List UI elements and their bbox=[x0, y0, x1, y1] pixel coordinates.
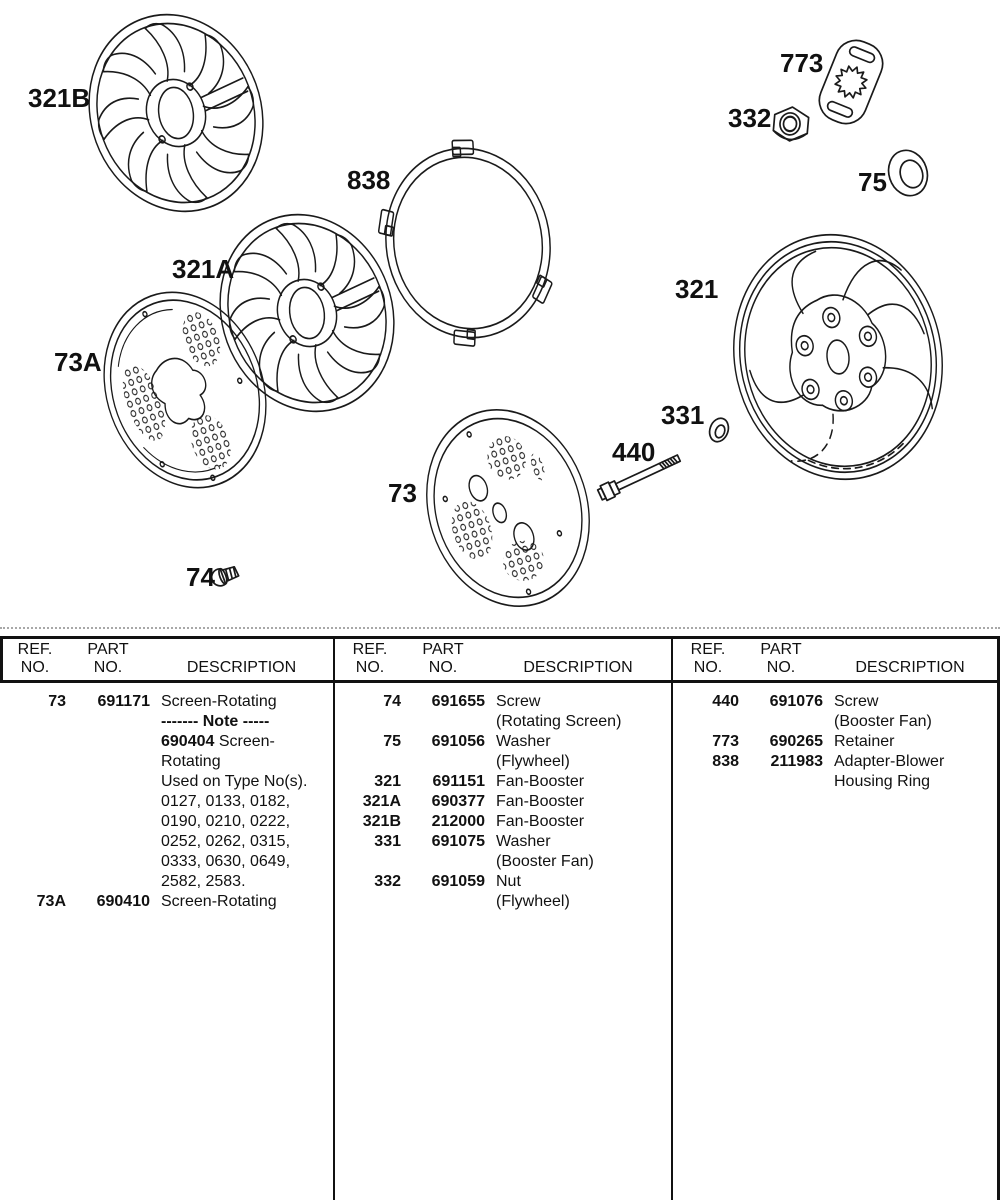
description-cell: Used on Type No(s). bbox=[161, 773, 308, 790]
table-row bbox=[339, 792, 671, 812]
ref-no-cell bbox=[4, 792, 66, 812]
description-cell: 0190, 0210, 0222, bbox=[161, 813, 291, 830]
ref-no-cell bbox=[4, 752, 66, 772]
table-rows bbox=[339, 692, 671, 912]
part-no-cell bbox=[401, 752, 485, 772]
table-left-border bbox=[0, 636, 3, 683]
ref-no-cell: 332 bbox=[374, 873, 401, 890]
ref-no-cell bbox=[677, 712, 739, 732]
description-cell: Rotating bbox=[161, 753, 221, 770]
ref-no-cell: 75 bbox=[383, 733, 401, 750]
part-no-cell bbox=[66, 772, 150, 792]
table-rows bbox=[677, 692, 997, 792]
table-row bbox=[4, 892, 333, 912]
parts-list-table bbox=[0, 636, 1000, 1200]
description-header bbox=[485, 641, 671, 659]
table-row bbox=[677, 692, 997, 712]
table-row bbox=[4, 852, 333, 872]
part-no-cell: 691171 bbox=[97, 693, 150, 710]
ref-no-cell bbox=[4, 852, 66, 872]
description-cell: ------- Note ----- bbox=[161, 713, 270, 730]
ref-no-cell bbox=[4, 732, 66, 752]
part-no-cell: 690410 bbox=[96, 893, 150, 910]
description-header: DESCRIPTION bbox=[855, 659, 965, 676]
table-row bbox=[4, 812, 333, 832]
adapter-ring-838-drawing bbox=[365, 127, 566, 360]
description-header: DESCRIPTION bbox=[523, 659, 633, 676]
description-cell: Screen-Rotating bbox=[161, 893, 277, 910]
description-cell: 0333, 0630, 0649, bbox=[161, 853, 291, 870]
part-no-cell: 691076 bbox=[769, 693, 823, 710]
ref-no-header: REF. bbox=[690, 641, 726, 658]
ref-no-cell bbox=[4, 872, 66, 892]
description-cell: 2582, 2583. bbox=[161, 873, 246, 890]
part-no-cell bbox=[739, 712, 823, 732]
table-column-3 bbox=[677, 636, 997, 1200]
ref-no-cell bbox=[339, 892, 401, 912]
table-row bbox=[677, 772, 997, 792]
table-row bbox=[4, 772, 333, 792]
description-cell: Screw bbox=[496, 693, 541, 710]
description-cell: Screen-Rotating bbox=[161, 693, 277, 710]
washer-75-drawing bbox=[883, 145, 933, 200]
ref-no-cell bbox=[4, 712, 66, 732]
description-cell: Fan-Booster bbox=[496, 793, 585, 810]
table-column-1 bbox=[4, 636, 333, 1200]
part-no-header: NO. bbox=[93, 659, 123, 676]
part-no-cell bbox=[66, 812, 150, 832]
description-cell: (Booster Fan) bbox=[496, 853, 594, 870]
description-cell: 0252, 0262, 0315, bbox=[161, 833, 291, 850]
ref-no-header: REF. bbox=[352, 641, 388, 658]
table-row bbox=[339, 772, 671, 792]
ref-no-cell: 73A bbox=[36, 893, 66, 910]
table-row bbox=[4, 872, 333, 892]
part-no-cell bbox=[66, 732, 150, 752]
ref-no-cell bbox=[677, 772, 739, 792]
table-row bbox=[339, 732, 671, 752]
part-label-332: 332 bbox=[728, 103, 772, 133]
part-no-header: PART bbox=[760, 641, 802, 658]
part-label-75: 75 bbox=[858, 167, 887, 197]
part-no-cell bbox=[401, 892, 485, 912]
description-cell: Adapter-Blower bbox=[834, 753, 945, 770]
retainer-773-drawing bbox=[813, 34, 889, 130]
table-row bbox=[339, 872, 671, 892]
ref-no-header: NO. bbox=[693, 659, 723, 676]
description-cell: Washer bbox=[496, 833, 551, 850]
ref-no-header: NO. bbox=[355, 659, 385, 676]
ref-no-cell: 321B bbox=[362, 813, 401, 830]
part-no-cell bbox=[66, 872, 150, 892]
table-row bbox=[339, 832, 671, 852]
table-header bbox=[339, 641, 671, 677]
part-no-cell bbox=[401, 852, 485, 872]
ref-no-cell: 321A bbox=[362, 793, 401, 810]
part-no-cell: 690265 bbox=[769, 733, 823, 750]
table-row bbox=[4, 792, 333, 812]
scan-artifact-line bbox=[0, 627, 1000, 629]
ref-no-cell: 73 bbox=[48, 693, 66, 710]
ref-no-cell bbox=[4, 832, 66, 852]
part-no-cell: 691059 bbox=[431, 873, 485, 890]
table-row bbox=[339, 892, 671, 912]
part-label-440: 440 bbox=[612, 437, 656, 467]
part-no-cell bbox=[66, 712, 150, 732]
ref-no-cell bbox=[339, 712, 401, 732]
ref-no-cell bbox=[339, 852, 401, 872]
table-column-divider bbox=[671, 636, 673, 1200]
part-no-cell bbox=[66, 832, 150, 852]
description-cell: Retainer bbox=[834, 733, 895, 750]
table-row bbox=[4, 712, 333, 732]
table-row bbox=[339, 712, 671, 732]
description-cell: Fan-Booster bbox=[496, 773, 585, 790]
part-label-321a: 321A bbox=[172, 254, 235, 284]
description-cell: (Booster Fan) bbox=[834, 713, 932, 730]
table-column-2 bbox=[339, 636, 671, 1200]
description-cell: Screw bbox=[834, 693, 879, 710]
washer-331-drawing bbox=[706, 416, 731, 445]
description-cell: 0127, 0133, 0182, bbox=[161, 793, 291, 810]
part-label-321: 321 bbox=[675, 274, 719, 304]
description-header bbox=[150, 641, 333, 659]
description-cell: (Flywheel) bbox=[496, 893, 570, 910]
ref-no-header: REF. bbox=[17, 641, 53, 658]
table-row bbox=[339, 692, 671, 712]
part-label-331: 331 bbox=[661, 400, 705, 430]
part-no-cell: 691151 bbox=[432, 773, 485, 790]
description-cell: Housing Ring bbox=[834, 773, 931, 790]
description-cell: Nut bbox=[496, 873, 521, 890]
ref-no-cell: 331 bbox=[374, 833, 401, 850]
part-no-header: NO. bbox=[428, 659, 458, 676]
part-label-74: 74 bbox=[186, 562, 215, 592]
part-no-cell bbox=[401, 712, 485, 732]
table-header bbox=[677, 641, 997, 677]
table-row bbox=[4, 732, 333, 752]
part-no-cell: 691056 bbox=[431, 733, 485, 750]
table-row bbox=[4, 832, 333, 852]
part-no-header: NO. bbox=[766, 659, 796, 676]
description-header: DESCRIPTION bbox=[186, 659, 297, 676]
table-column-divider bbox=[333, 636, 335, 1200]
part-label-321b: 321B bbox=[28, 83, 91, 113]
part-no-cell: 690377 bbox=[431, 793, 485, 810]
table-row bbox=[677, 752, 997, 772]
ref-no-cell: 440 bbox=[712, 693, 739, 710]
ref-no-cell: 74 bbox=[383, 693, 401, 710]
table-row bbox=[339, 852, 671, 872]
part-label-773: 773 bbox=[780, 48, 824, 78]
table-header bbox=[4, 641, 333, 677]
description-cell: (Flywheel) bbox=[496, 753, 570, 770]
part-no-header: PART bbox=[422, 641, 464, 658]
part-no-cell bbox=[66, 852, 150, 872]
table-row bbox=[4, 692, 333, 712]
fan-321-drawing bbox=[711, 215, 964, 499]
part-no-cell bbox=[66, 752, 150, 772]
ref-no-cell bbox=[339, 752, 401, 772]
ref-no-cell: 838 bbox=[712, 753, 739, 770]
part-no-cell bbox=[739, 772, 823, 792]
part-label-73: 73 bbox=[388, 478, 417, 508]
table-row bbox=[677, 732, 997, 752]
description-cell: Washer bbox=[496, 733, 551, 750]
table-row bbox=[339, 752, 671, 772]
table-row bbox=[677, 712, 997, 732]
part-no-cell: 691655 bbox=[431, 693, 485, 710]
part-no-cell: 212000 bbox=[431, 813, 485, 830]
part-no-cell: 691075 bbox=[431, 833, 485, 850]
description-header bbox=[823, 641, 997, 659]
ref-no-cell: 321 bbox=[374, 773, 401, 790]
table-row bbox=[339, 812, 671, 832]
part-no-header: PART bbox=[87, 641, 129, 658]
ref-no-cell bbox=[4, 772, 66, 792]
part-label-838: 838 bbox=[347, 165, 391, 195]
table-rows bbox=[4, 692, 333, 912]
part-no-cell: 211983 bbox=[770, 753, 823, 770]
fan-321b-drawing bbox=[62, 0, 290, 236]
part-no-cell bbox=[66, 792, 150, 812]
ref-no-header: NO. bbox=[20, 659, 50, 676]
description-cell: 690404 Screen- bbox=[161, 733, 275, 750]
ref-no-cell bbox=[4, 812, 66, 832]
description-cell: (Rotating Screen) bbox=[496, 713, 622, 730]
nut-332-drawing bbox=[773, 106, 810, 143]
table-row bbox=[4, 752, 333, 772]
description-cell: Fan-Booster bbox=[496, 813, 585, 830]
part-label-73a: 73A bbox=[54, 347, 102, 377]
ref-no-cell: 773 bbox=[712, 733, 739, 750]
rotating-screen-73-drawing bbox=[402, 388, 614, 627]
